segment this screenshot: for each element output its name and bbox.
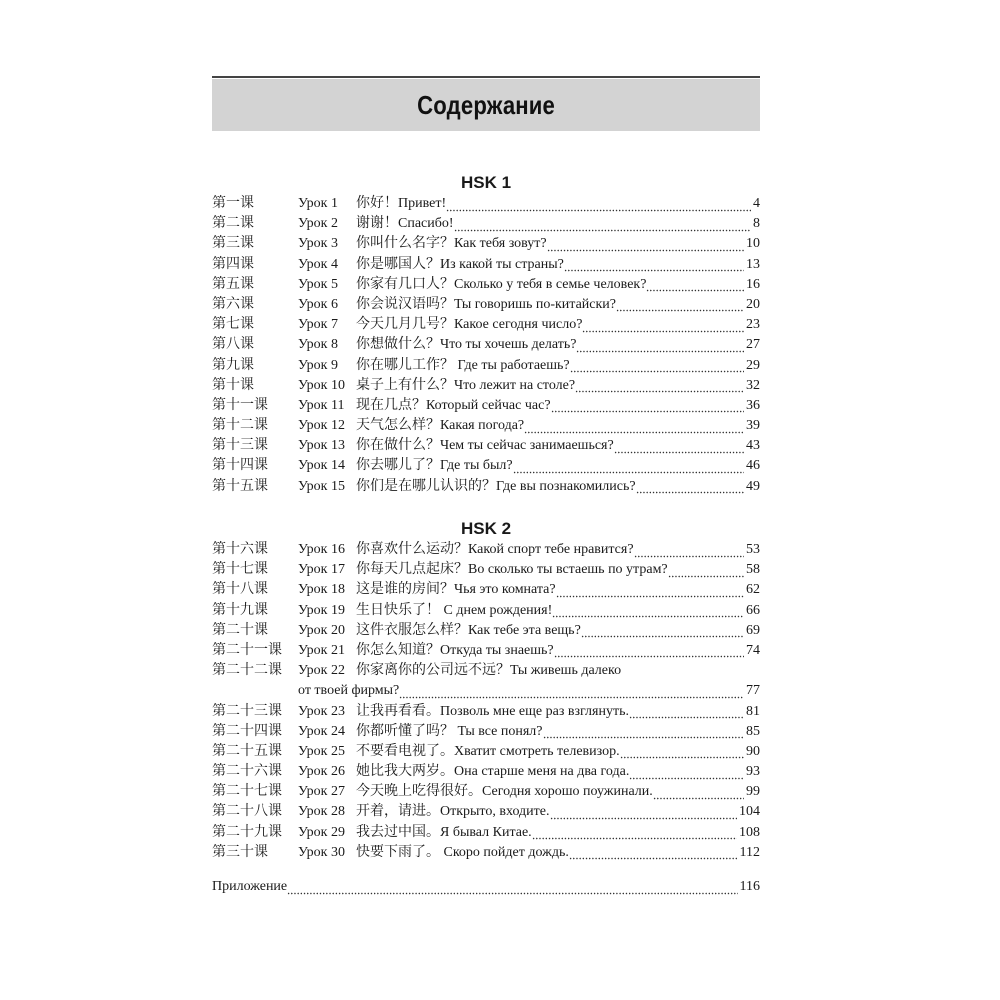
dot-leader — [581, 621, 744, 641]
lesson-label: Урок 7 — [298, 317, 338, 333]
page-number: 13 — [746, 256, 760, 272]
entry-title: 你家离你的公司远不远？Ты живешь далеко — [356, 663, 622, 679]
chapter-number: 第二十二课 — [212, 663, 282, 679]
page-number: 27 — [746, 337, 760, 353]
entry-body — [356, 782, 760, 802]
page-title: Содержание — [417, 89, 555, 120]
dot-leader — [668, 560, 744, 580]
toc-row[interactable] — [212, 823, 760, 843]
entry-body — [356, 722, 760, 742]
entry-body — [356, 477, 760, 497]
page-number: 93 — [746, 764, 760, 780]
dot-leader — [576, 335, 744, 355]
toc-row[interactable] — [212, 436, 760, 456]
dot-leader — [634, 540, 744, 560]
dot-leader — [570, 356, 744, 376]
entry-title: 这是谁的房间？Чья это комната? — [356, 582, 556, 598]
chapter-number: 第四课 — [212, 256, 254, 272]
dot-leader — [636, 477, 744, 497]
dot-leader — [569, 843, 738, 863]
dot-leader — [564, 255, 744, 275]
lesson-label: Урок 15 — [298, 478, 345, 494]
entry-body — [356, 315, 760, 335]
entry-body — [356, 416, 760, 436]
lesson-label: Урок 18 — [298, 582, 345, 598]
lesson-label: Урок 28 — [298, 804, 345, 820]
entry-title: 你好！Привет! — [356, 196, 447, 211]
entry-title: 今天几月几号？Какое сегодня число? — [356, 317, 583, 333]
dot-leader — [614, 436, 744, 456]
lesson-label: Урок 25 — [298, 743, 345, 759]
toc-row[interactable] — [212, 315, 760, 335]
entry-title: 快要下雨了。 Скоро пойдет дождь. — [356, 844, 569, 860]
entry-body — [356, 560, 760, 580]
page-number: 43 — [746, 438, 760, 454]
chapter-number: 第十课 — [212, 377, 254, 393]
toc-row[interactable] — [212, 234, 760, 254]
top-rule — [212, 76, 760, 78]
chapter-number: 第二十五课 — [212, 743, 282, 759]
entry-title: 你家有几口人？Сколько у тебя в семье человек? — [356, 276, 647, 292]
entry-title: 让我再看看。Позволь мне еще раз взглянуть. — [356, 703, 629, 719]
dot-leader — [547, 234, 744, 254]
page-number: 69 — [746, 622, 760, 638]
page-number: 58 — [746, 562, 760, 578]
title-band — [212, 79, 760, 131]
entry-body — [356, 436, 760, 456]
entry-body — [356, 580, 760, 600]
chapter-number: 第九课 — [212, 357, 254, 373]
chapter-number: 第十二课 — [212, 418, 268, 434]
entry-title: 你叫什么名字？Как тебя зовут? — [356, 236, 547, 252]
chapter-number: 第二十三课 — [212, 703, 282, 719]
toc-row[interactable] — [212, 194, 760, 214]
toc-row[interactable] — [212, 356, 760, 376]
page-number: 29 — [746, 357, 760, 373]
toc-row[interactable] — [212, 560, 760, 580]
chapter-number: 第十九课 — [212, 602, 268, 618]
page-number: 16 — [746, 276, 760, 292]
toc-row[interactable] — [212, 702, 760, 722]
lesson-label: Урок 20 — [298, 622, 345, 638]
page-number: 23 — [746, 317, 760, 333]
dot-leader — [575, 376, 744, 396]
chapter-number: 第十一课 — [212, 397, 268, 413]
page-number: 46 — [746, 458, 760, 474]
toc-row-appendix[interactable] — [212, 877, 760, 897]
lesson-label: Урок 19 — [298, 602, 345, 618]
entry-body — [356, 194, 760, 214]
toc-row[interactable] — [212, 295, 760, 315]
chapter-number: 第十五课 — [212, 478, 268, 494]
toc-row[interactable] — [212, 477, 760, 497]
toc-row[interactable] — [212, 580, 760, 600]
chapter-number: 第七课 — [212, 317, 254, 333]
lesson-label: Урок 22 — [298, 663, 345, 679]
dot-leader — [554, 641, 744, 661]
lesson-label: Урок 29 — [298, 824, 345, 840]
toc-row[interactable] — [212, 722, 760, 742]
dot-leader — [399, 681, 744, 701]
entry-body — [356, 396, 760, 416]
page-number: 4 — [753, 196, 760, 211]
page-number: 104 — [739, 804, 760, 820]
toc-row[interactable] — [212, 601, 760, 621]
dot-leader — [629, 702, 744, 722]
entry-body — [356, 762, 760, 782]
appendix-label: Приложение — [212, 879, 288, 894]
entry-title: 你在做什么？Чем ты сейчас занимаешься? — [356, 438, 614, 454]
entry-title: 你在哪儿工作？ Где ты работаешь? — [356, 357, 570, 373]
entry-body — [356, 275, 760, 295]
lesson-label: Урок 4 — [298, 256, 338, 272]
dot-leader — [582, 315, 744, 335]
entry-body — [356, 335, 760, 355]
lesson-label: Урок 2 — [298, 216, 338, 232]
page-number: 39 — [746, 418, 760, 434]
entry-body — [356, 540, 760, 560]
toc-row[interactable] — [212, 661, 760, 681]
dot-leader — [513, 456, 744, 476]
page-number: 53 — [746, 542, 760, 557]
lesson-label: Урок 23 — [298, 703, 345, 719]
dot-leader — [653, 782, 744, 802]
appendix-page: 116 — [739, 879, 760, 894]
lesson-label: Урок 26 — [298, 764, 345, 780]
entry-title: 你每天几点起床？Во сколько ты встаешь по утрам? — [356, 562, 668, 578]
dot-leader — [550, 802, 738, 822]
entry-title: 开着，请进。Открыто, входите. — [356, 804, 550, 820]
lesson-label: Урок 8 — [298, 337, 338, 353]
toc-row[interactable] — [212, 782, 760, 802]
toc-row[interactable] — [212, 742, 760, 762]
entry-title: 今天晚上吃得很好。Сегодня хорошо поужинали. — [356, 784, 653, 800]
entry-title: 她比我大两岁。Она старше меня на два года. — [356, 764, 630, 780]
dot-leader — [620, 742, 744, 762]
entry-body — [356, 661, 760, 681]
toc-row[interactable] — [212, 641, 760, 661]
entry-body — [356, 356, 760, 376]
entry-body — [356, 621, 760, 641]
chapter-number: 第五课 — [212, 276, 254, 292]
lesson-label: Урок 13 — [298, 438, 345, 454]
entry-body — [356, 295, 760, 315]
chapter-number: 第十六课 — [212, 542, 268, 557]
chapter-number: 第二十七课 — [212, 784, 282, 800]
toc-list-hsk1 — [212, 194, 760, 497]
dot-leader — [287, 877, 737, 897]
lesson-label: Урок 11 — [298, 397, 345, 413]
page-number: 20 — [746, 296, 760, 312]
dot-leader — [629, 762, 744, 782]
page-number: 74 — [746, 642, 760, 658]
chapter-number: 第一课 — [212, 196, 254, 211]
page-number: 66 — [746, 602, 760, 618]
lesson-label: Урок 10 — [298, 377, 345, 393]
entry-title: 谢谢！Спасибо! — [356, 216, 454, 232]
entry-body — [356, 802, 760, 822]
chapter-number: 第十四课 — [212, 458, 268, 474]
lesson-label: Урок 1 — [298, 196, 338, 211]
toc-row[interactable] — [212, 255, 760, 275]
entry-body — [356, 255, 760, 275]
lesson-label: Урок 21 — [298, 642, 345, 658]
dot-leader — [543, 722, 744, 742]
dot-leader — [616, 295, 744, 315]
entry-body — [356, 702, 760, 722]
toc-row[interactable] — [212, 762, 760, 782]
entry-body — [356, 234, 760, 254]
entry-title: 不要看电视了。Хватит смотреть телевизор. — [356, 743, 620, 759]
page-number: 108 — [739, 824, 760, 840]
chapter-number: 第十八课 — [212, 582, 268, 598]
toc-row[interactable] — [212, 802, 760, 822]
section-hsk1 — [212, 172, 760, 497]
toc-row[interactable] — [212, 335, 760, 355]
toc-row[interactable] — [212, 214, 760, 234]
page-number: 8 — [753, 216, 760, 232]
dot-leader — [454, 214, 751, 234]
chapter-number: 第三十课 — [212, 844, 268, 860]
entry-body — [298, 681, 760, 701]
chapter-number: 第二十四课 — [212, 723, 282, 739]
entry-body — [356, 214, 760, 234]
toc-row[interactable] — [212, 275, 760, 295]
entry-title: 我去过中国。Я бывал Китае. — [356, 824, 532, 840]
entry-title: 这件衣服怎么样？Как тебе эта вещь? — [356, 622, 581, 638]
entry-body — [356, 376, 760, 396]
page-number: 62 — [746, 582, 760, 598]
chapter-number: 第二十八课 — [212, 804, 282, 820]
appendix-section — [212, 877, 760, 897]
entry-body — [356, 843, 760, 863]
dot-leader — [524, 416, 744, 436]
lesson-label: Урок 24 — [298, 723, 345, 739]
chapter-number: 第三课 — [212, 236, 254, 252]
dot-leader — [446, 194, 751, 214]
page-number: 49 — [746, 478, 760, 494]
section-title-hsk1: HSK 1 — [460, 173, 512, 192]
dot-leader — [532, 823, 737, 843]
chapter-number: 第八课 — [212, 337, 254, 353]
page-number: 32 — [746, 377, 760, 393]
toc-row[interactable] — [212, 416, 760, 436]
chapter-number: 第十七课 — [212, 562, 268, 578]
chapter-number: 第二十一课 — [212, 642, 282, 658]
entry-title: 生日快乐了！ С днем рождения! — [356, 602, 553, 618]
entry-title: 桌子上有什么？Что лежит на столе? — [356, 377, 576, 393]
entry-title: 你会说汉语吗？Ты говоришь по-китайски? — [356, 296, 616, 312]
lesson-label: Урок 16 — [298, 542, 345, 557]
section-title-hsk2: HSK 2 — [460, 519, 512, 538]
chapter-number: 第二十九课 — [212, 824, 282, 840]
page-number: 85 — [746, 723, 760, 739]
entry-title: 你喜欢什么运动？Какой спорт тебе нравится? — [356, 542, 634, 557]
page-number: 81 — [746, 703, 760, 719]
dot-leader — [556, 580, 744, 600]
entry-title: 你去哪儿了？Где ты был? — [356, 458, 513, 474]
chapter-number: 第二十课 — [212, 622, 268, 638]
entry-body — [356, 601, 760, 621]
entry-body — [356, 641, 760, 661]
lesson-label: Урок 27 — [298, 784, 345, 800]
page-number: 112 — [739, 844, 760, 860]
entry-title: 你怎么知道？Откуда ты знаешь? — [356, 642, 554, 658]
page-number: 36 — [746, 397, 760, 413]
entry-title: 你们是在哪儿认识的？Где вы познакомились? — [356, 478, 636, 494]
page-number: 77 — [746, 683, 760, 699]
entry-title: 天气怎么样？Какая погода? — [356, 418, 525, 434]
page-number: 10 — [746, 236, 760, 252]
lesson-label: Урок 6 — [298, 296, 338, 312]
lesson-label: Урок 17 — [298, 562, 345, 578]
toc-row[interactable] — [212, 396, 760, 416]
dot-leader — [551, 396, 744, 416]
entry-title: от твоей фирмы? — [298, 683, 400, 699]
toc-row[interactable] — [212, 540, 760, 560]
toc-row[interactable] — [212, 376, 760, 396]
toc-row[interactable] — [212, 621, 760, 641]
dot-leader — [552, 601, 744, 621]
entry-body — [356, 823, 760, 843]
entry-title: 你想做什么？Что ты хочешь делать? — [356, 337, 577, 353]
entry-title: 你是哪国人？Из какой ты страны? — [356, 256, 564, 272]
toc-row-continuation[interactable] — [212, 681, 760, 701]
toc-row[interactable] — [212, 843, 760, 863]
chapter-number: 第六课 — [212, 296, 254, 312]
entry-body — [356, 456, 760, 476]
lesson-label: Урок 5 — [298, 276, 338, 292]
lesson-label: Урок 3 — [298, 236, 338, 252]
entry-title: 现在几点？Который сейчас час? — [356, 397, 551, 413]
section-hsk2 — [212, 518, 760, 863]
lesson-label: Урок 30 — [298, 844, 345, 860]
page-number: 90 — [746, 743, 760, 759]
entry-title: 你都听懂了吗？ Ты все понял? — [356, 723, 543, 739]
page-number: 99 — [746, 784, 760, 800]
chapter-number: 第二十六课 — [212, 764, 282, 780]
lesson-label: Урок 14 — [298, 458, 345, 474]
lesson-label: Урок 9 — [298, 357, 338, 373]
chapter-number: 第十三课 — [212, 438, 268, 454]
chapter-number: 第二课 — [212, 216, 254, 232]
entry-body — [356, 742, 760, 762]
lesson-label: Урок 12 — [298, 418, 345, 434]
dot-leader — [646, 275, 744, 295]
toc-list-hsk2 — [212, 540, 760, 863]
toc-row[interactable] — [212, 456, 760, 476]
